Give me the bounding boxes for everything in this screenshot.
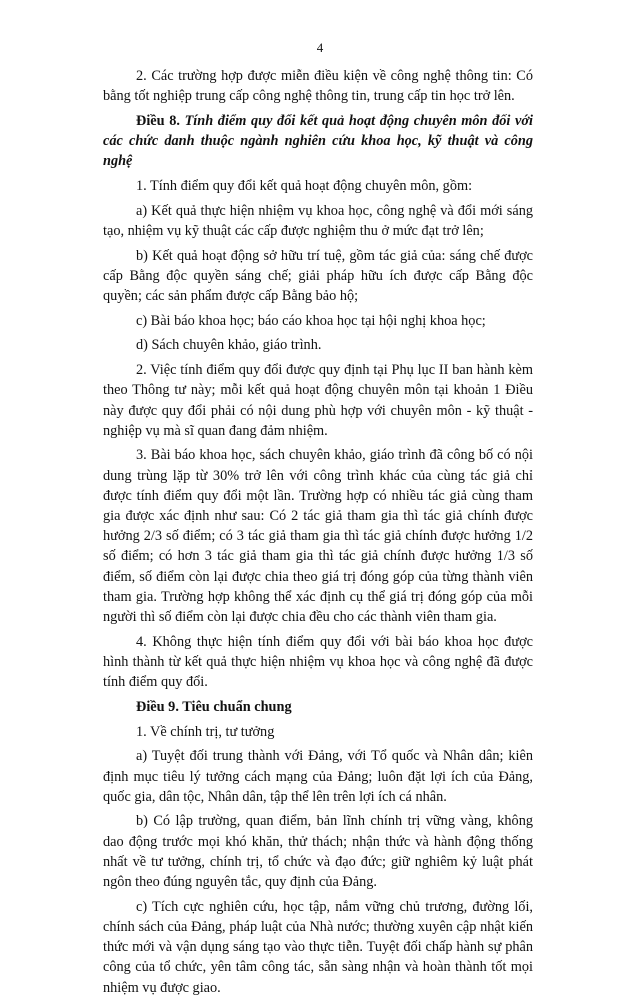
paragraph-8-4: 4. Không thực hiện tính điểm quy đổi với bài báo khoa học được hình thành từ kết quả thực hiện nhiệm vụ khoa học và công nghệ đã được tính điểm quy đổi. bbox=[103, 633, 533, 691]
paragraph-8-3: 3. Bài báo khoa học, sách chuyên khảo, giáo trình đã công bố có nội dung trùng lặp từ 30% trở lên với công trình khác của cùng tác giả chỉ được tính điểm quy đổi một lần. Trường hợp có nhiều tác giả cùng tham gia được xác định như sau: Có 2 tác giả tham gia thì tác giả chính được hưởng 2/3 số điểm; có 3 tác giả tham gia thì tác giả chính được hưởng 1/2 số điểm; có hơn 3 tác giả tham gia thì tác giả chính được hưởng 1/3 số điểm, số điểm còn lại được chia theo giá trị đóng góp của từng thành viên tham gia. Trường hợp không thể xác định cụ thể giá trị đóng góp của mỗi người thì số điểm còn lại được chia đều cho các thành viên tham gia. bbox=[103, 447, 533, 626]
paragraph-8-1-d: d) Sách chuyên khảo, giáo trình. bbox=[136, 337, 322, 354]
paragraph-9-1: 1. Về chính trị, tư tưởng bbox=[136, 723, 275, 740]
paragraph-8-1-a: a) Kết quả thực hiện nhiệm vụ khoa học, công nghệ và đổi mới sáng tạo, nhiệm vụ kỹ thuật các cấp được nghiệm thu ở mức đạt trở lên; bbox=[103, 202, 533, 239]
article-8-heading: Điều 8. Tính điểm quy đổi kết quả hoạt động chuyên môn đối với các chức danh thuộc ngành nghiên cứu khoa học, kỹ thuật và công nghệ bbox=[103, 112, 533, 170]
document-body bbox=[103, 66, 533, 1002]
paragraph-9-1-c: c) Tích cực nghiên cứu, học tập, nắm vững chủ trương, đường lối, chính sách của Đảng, pháp luật của Nhà nước; thường xuyên cập nhật kiến thức mới và vận dụng sáng tạo vào thực tiễn. Tuyệt đối chấp hành sự phân công của tổ chức, yên tâm công tác, sẵn sàng nhận và hoàn thành tốt mọi nhiệm vụ được giao. bbox=[103, 898, 533, 996]
paragraph-8-1: 1. Tính điểm quy đổi kết quả hoạt động chuyên môn, gồm: bbox=[136, 178, 473, 195]
paragraph-8-1-b: b) Kết quả hoạt động sở hữu trí tuệ, gồm tác giả của: sáng chế được cấp Bằng độc quyền sáng chế; giải pháp hữu ích được cấp Bằng độc quyền; các sản phẩm được cấp Bằng bảo hộ; bbox=[103, 247, 533, 305]
article-9-heading: Điều 9. Tiêu chuẩn chung bbox=[136, 698, 292, 715]
paragraph-8-1-c: c) Bài báo khoa học; báo cáo khoa học tại hội nghị khoa học; bbox=[136, 312, 486, 329]
article-8-heading-italic: Tính điểm quy đổi kết quả hoạt động chuyên môn đối với các chức danh thuộc ngành nghiên cứu khoa học, kỹ thuật và công nghệ bbox=[103, 112, 533, 170]
paragraph-it-exemption: 2. Các trường hợp được miễn điều kiện về công nghệ thông tin: Có bằng tốt nghiệp trung cấp công nghệ thông tin, trung cấp tin học trở lên. bbox=[103, 68, 533, 105]
paragraph-9-1-a: a) Tuyệt đối trung thành với Đảng, với Tổ quốc và Nhân dân; kiên định mục tiêu lý tưởng cách mạng của Đảng; luôn đặt lợi ích của Đảng, quốc gia, dân tộc, Nhân dân, tập thể lên trên lợi ích cá nhân. bbox=[103, 748, 533, 805]
page-number: 4 bbox=[316, 40, 324, 55]
paragraph-8-2: 2. Việc tính điểm quy đổi được quy định tại Phụ lục II ban hành kèm theo Thông tư này; mỗi kết quả hoạt động chuyên môn tại khoản 1 Điều này được quy đổi phải có nội dung phù hợp với chuyên môn - kỹ thuật - nghiệp vụ mà sĩ quan đang đảm nhiệm. bbox=[103, 362, 533, 439]
paragraph-9-1-b: b) Có lập trường, quan điểm, bản lĩnh chính trị vững vàng, không dao động trước mọi khó khăn, thử thách; nhận thức và hành động thống nhất về tư tưởng, chính trị, tổ chức và đạo đức; giữ nghiêm kỷ luật phát ngôn theo đúng nguyên tắc, quy định của Đảng. bbox=[103, 813, 533, 891]
